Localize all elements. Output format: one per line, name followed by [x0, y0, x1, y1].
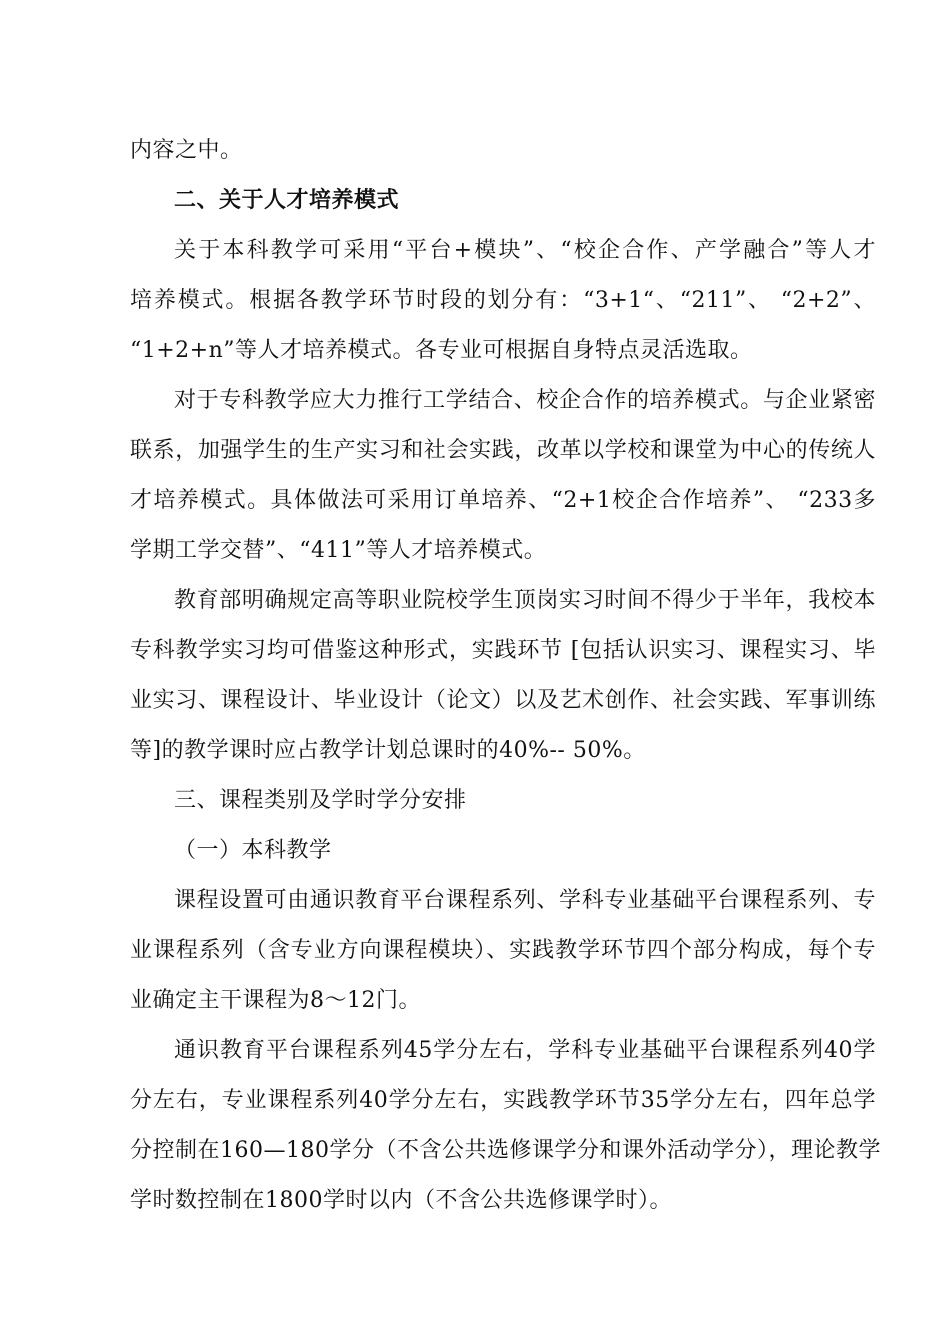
- paragraph-line: 业实习、课程设计、毕业设计（论文）以及艺术创作、社会实践、军事训练: [130, 688, 876, 713]
- section-heading-3: 三、课程类别及学时学分安排: [174, 788, 467, 813]
- paragraph-line: 通识教育平台课程系列45学分左右，学科专业基础平台课程系列40学: [174, 1038, 876, 1063]
- paragraph-line: 业确定主干课程为8～12门。: [130, 988, 421, 1013]
- paragraph-line: “1+2+n”等人才培养模式。各专业可根据自身特点灵活选取。: [130, 338, 753, 363]
- paragraph-line: 才培养模式。具体做法可采用订单培养、“2+1校企合作培养”、 “233多: [130, 488, 876, 513]
- document-page: [130, 126, 881, 1226]
- paragraph-line: 教育部明确规定高等职业院校学生顶岗实习时间不得少于半年，我校本: [174, 588, 876, 613]
- paragraph-line: 分控制在160—180学分（不含公共选修课学分和课外活动学分），理论教学: [130, 1138, 881, 1163]
- paragraph-line: 分左右，专业课程系列40学分左右，实践教学环节35学分左右，四年总学: [130, 1088, 876, 1113]
- paragraph-line: 业课程系列（含专业方向课程模块）、实践教学环节四个部分构成，每个专: [130, 938, 876, 963]
- paragraph-line: 专科教学实习均可借鉴这种形式，实践环节 [包括认识实习、课程实习、毕: [130, 638, 876, 663]
- paragraph-line: 对于专科教学应大力推行工学结合、校企合作的培养模式。与企业紧密: [174, 388, 876, 413]
- paragraph-line: 等]的教学课时应占教学计划总课时的40%-- 50%。: [130, 738, 646, 763]
- paragraph-line: 培养模式。根据各教学环节时段的划分有：“3+1“、“211”、 “2+2”、: [130, 288, 876, 313]
- paragraph-talent-model-junior: [130, 376, 876, 576]
- paragraph-line: 内容之中。: [130, 138, 243, 163]
- paragraph-line: 关于本科教学可采用“平台+模块”、“校企合作、产学融合”等人才: [174, 238, 876, 263]
- paragraph-line: 联系，加强学生的生产实习和社会实践，改革以学校和课堂为中心的传统人: [130, 438, 876, 463]
- paragraph-line: 学期工学交替”、“411”等人才培养模式。: [130, 538, 547, 563]
- paragraph-course-structure: [130, 876, 876, 1026]
- section-heading-2: 二、关于人才培养模式: [174, 188, 400, 213]
- paragraph-talent-model-undergrad: [130, 226, 876, 376]
- paragraph-line: 学时数控制在1800学时以内（不含公共选修课学时）。: [130, 1188, 672, 1213]
- subsection-heading-undergrad: （一）本科教学: [174, 838, 332, 863]
- paragraph-credits: [130, 1026, 881, 1226]
- paragraph-internship: [130, 576, 876, 776]
- paragraph-line: 课程设置可由通识教育平台课程系列、学科专业基础平台课程系列、专: [174, 888, 876, 913]
